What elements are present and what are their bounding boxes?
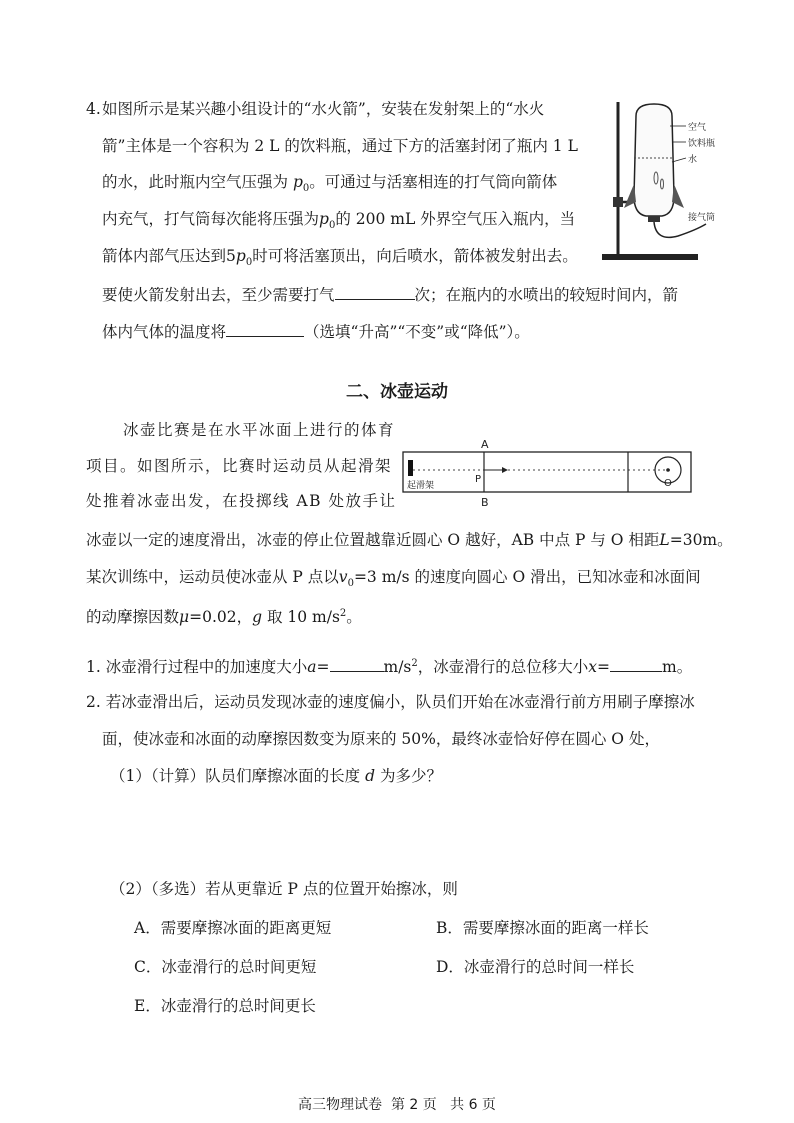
q4-line-6: 要使火箭发射出去，至少需要打气 次；在瓶内的水喷出的较短时间内，箭 (102, 281, 678, 307)
label-p: P (475, 474, 482, 485)
label-water: 水 (688, 155, 698, 165)
q2-line-2: 面，使冰壶和冰面的动摩擦因数变为原来的 50%，最终冰壶恰好停在圆心 O 处， (102, 730, 660, 748)
option-d[interactable]: D．冰壶滑行的总时间一样长 (436, 958, 635, 976)
intro-line-3: 处推着冰壶出发，在投掷线 AB 处放手让 (86, 492, 397, 510)
stand-base (602, 254, 698, 260)
q4-line-1: 如图所示是某兴趣小组设计的“水火箭”，安装在发射架上的“水火 (102, 100, 545, 118)
q2-sub-1: （1）（计算）队员们摩擦冰面的长度 d 为多少？ (110, 767, 442, 785)
pump-tube (654, 222, 706, 237)
q4-line-2: 箭”主体是一个容积为 2 L 的饮料瓶，通过下方的活塞封闭了瓶内 1 L (102, 137, 578, 155)
label-a: A (481, 438, 489, 451)
start-hack (408, 460, 413, 476)
water-rocket-figure (596, 96, 726, 266)
section-title: 二、冰壶运动 (346, 382, 448, 402)
intro-line-4: 冰壶以一定的速度滑出，冰壶的停止位置越靠近圆心 O 越好，AB 中点 P 与 O 相距L=30m。 (86, 531, 733, 549)
q4-line-3: 的水，此时瓶内空气压强为 $p_0$。可通过与活塞相连的打气筒向箭体 (102, 173, 558, 195)
label-pump: 接气筒 (688, 213, 716, 223)
intro-line-6: 的动摩擦因数μ=0.02，g 取 10 $m/s^2$。 (86, 608, 362, 627)
label-start: 起滑架 (407, 481, 435, 491)
q2-sub-2: （2）（多选）若从更靠近 P 点的位置开始擦冰，则 (110, 880, 458, 898)
label-o: O (664, 478, 672, 489)
q1-blank-displacement[interactable] (610, 653, 662, 672)
q4-blank-temperature[interactable] (226, 318, 304, 337)
option-e[interactable]: E．冰壶滑行的总时间更长 (134, 997, 316, 1015)
ice-sheet (403, 452, 691, 492)
q4-line-5: 箭体内部气压达到$5p_0$时可将活塞顶出，向后喷水，箭体被发射出去。 (102, 247, 578, 269)
center-o (666, 468, 670, 472)
q1-blank-acceleration[interactable] (330, 653, 384, 672)
page-footer: 高三物理试卷 第 2 页 共 6 页 (298, 1097, 496, 1113)
q1: 1. 冰壶滑行过程中的加速度大小$a= m/s^2$，冰壶滑行的总位移大小x= m。 (86, 652, 692, 679)
intro-line-2: 项目。如图所示，比赛时运动员从起滑架 (86, 457, 393, 475)
label-b: B (481, 496, 489, 508)
q4-line-4: 内充气，打气筒每次能将压强为$p_0$的 200 mL 外界空气压入瓶内，当 (102, 210, 576, 232)
intro-line-5: 某次训练中，运动员使冰壶从 P 点以$v_0=3$ m/s 的速度向圆心 O 滑出，已知冰壶和冰面间 (86, 568, 701, 590)
option-b[interactable]: B．需要摩擦冰面的距离一样长 (436, 919, 649, 937)
q4-number: 4. (86, 100, 101, 118)
q4-blank-pump-count[interactable] (335, 281, 415, 300)
intro-line-1: 冰壶比赛是在水平冰面上进行的体育 (123, 421, 396, 439)
piston (648, 216, 660, 222)
curling-figure (398, 436, 698, 508)
label-bottle: 饮料瓶 (688, 139, 716, 149)
option-a[interactable]: A．需要摩擦冰面的距离更短 (134, 919, 332, 937)
option-c[interactable]: C．冰壶滑行的总时间更短 (134, 958, 317, 976)
label-air: 空气 (688, 123, 707, 133)
q4-line-7: 体内气体的温度将 （选填“升高”“不变”或“降低”）。 (102, 318, 530, 344)
bottle (634, 104, 674, 216)
q2-line-1: 2. 若冰壶滑出后，运动员发现冰壶的速度偏小，队员们开始在冰壶滑行前方用刷子摩擦冰 (86, 693, 695, 711)
